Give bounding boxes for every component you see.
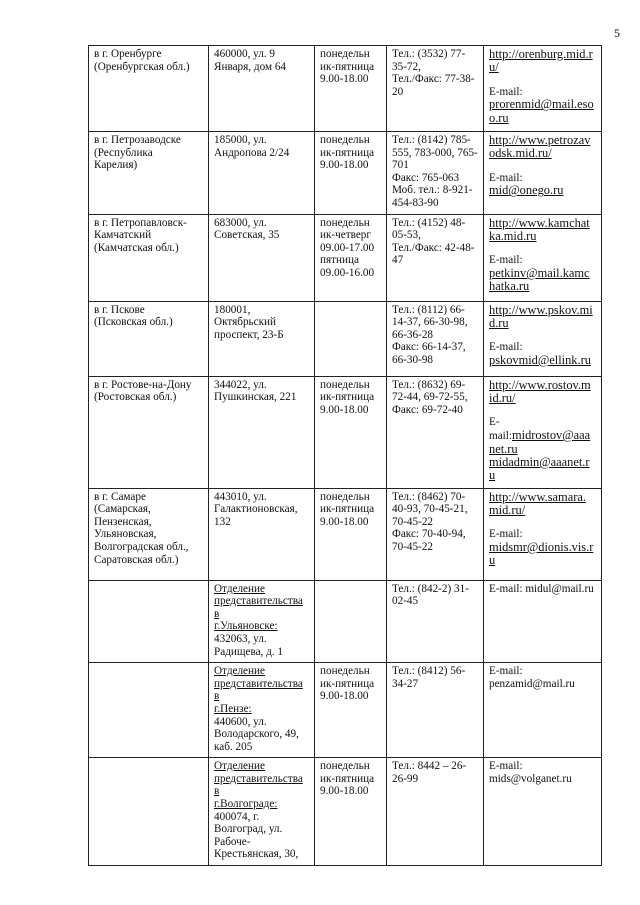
table-row bbox=[89, 301, 602, 376]
city-line: в г. Самаре bbox=[94, 490, 146, 503]
hours-cell bbox=[315, 580, 387, 663]
address-cell bbox=[209, 46, 315, 132]
address-cell bbox=[209, 132, 315, 215]
hours-cell bbox=[315, 488, 387, 580]
city-line: Волгоградская обл., bbox=[94, 540, 189, 553]
email-label: E-mail: bbox=[489, 171, 523, 184]
website-link[interactable]: ka.mid.ru bbox=[489, 228, 537, 243]
email-text: penzamid@mail.ru bbox=[489, 677, 575, 690]
city-line: (Самарская, bbox=[94, 503, 151, 516]
website-link[interactable]: http://www.samara. bbox=[489, 489, 586, 504]
phone-line: 70-45-22 bbox=[392, 515, 434, 528]
email-link[interactable]: hatka.ru bbox=[489, 279, 530, 294]
branch-title-line: представительства в bbox=[214, 677, 303, 703]
contacts-cell bbox=[484, 301, 602, 376]
address-line: Января, дом 64 bbox=[214, 60, 287, 73]
hours-line: ик-пятница bbox=[320, 677, 375, 690]
address-line: Володарского, 49, bbox=[214, 728, 299, 741]
city-line: Камчатский bbox=[94, 229, 152, 242]
address-line: каб. 205 bbox=[214, 740, 253, 753]
address-line: 400074, г. bbox=[214, 810, 260, 823]
spacer bbox=[489, 243, 597, 254]
branch-title-line: Отделение bbox=[214, 582, 265, 595]
address-line: 344022, ул. bbox=[214, 378, 267, 391]
address-line: Волгоград, ул. bbox=[214, 823, 283, 836]
city-line: в г. Петропавловск- bbox=[94, 216, 187, 229]
hours-line: ик-пятница bbox=[320, 146, 375, 159]
offices-table bbox=[88, 45, 602, 866]
email-label: E-mail: bbox=[489, 528, 523, 541]
hours-line: пятница bbox=[320, 254, 359, 267]
city-line: (Оренбургская обл.) bbox=[94, 60, 190, 73]
hours-line: ик-пятница bbox=[320, 391, 375, 404]
address-line: Рабоче- bbox=[214, 835, 251, 848]
table-row bbox=[89, 758, 602, 866]
website-link[interactable]: mid.ru/ bbox=[489, 502, 526, 517]
city-line: в г. Петрозаводске bbox=[94, 134, 181, 146]
contacts-cell bbox=[484, 46, 602, 132]
email-link[interactable]: midsmr@dionis.vis.r bbox=[489, 539, 594, 554]
hours-line: понедельн bbox=[320, 216, 370, 229]
phones-cell bbox=[387, 488, 484, 580]
email-text: E-mail: midul@mail.ru bbox=[489, 582, 594, 595]
email-link[interactable]: net.ru bbox=[489, 441, 518, 456]
hours-line: понедельн bbox=[320, 490, 370, 503]
phone-line: 66-36-28 bbox=[392, 328, 434, 341]
website-link[interactable]: http://www.petrozav bbox=[489, 133, 591, 147]
phone-line: Тел.: (842-2) 31- bbox=[392, 582, 469, 595]
city-line: (Республика bbox=[94, 146, 153, 159]
phone-line: Тел./Факс: 42-48- bbox=[392, 241, 475, 254]
phones-cell bbox=[387, 663, 484, 758]
phone-line: 66-30-98 bbox=[392, 353, 434, 366]
city-line: в г. Ростове-на-Дону bbox=[94, 378, 192, 391]
city-cell bbox=[89, 214, 209, 301]
spacer bbox=[489, 75, 597, 86]
branch-title-line: Отделение bbox=[214, 760, 265, 773]
address-line: Октябрьский bbox=[214, 316, 277, 329]
city-line: (Камчатская обл.) bbox=[94, 241, 179, 254]
phone-line: Моб. тел.: 8-921- bbox=[392, 184, 473, 197]
website-link[interactable]: odsk.mid.ru/ bbox=[489, 146, 552, 161]
phone-line: 701 bbox=[392, 159, 409, 172]
address-line: 440600, ул. bbox=[214, 715, 267, 728]
phone-line: 35-72, bbox=[392, 60, 421, 73]
hours-line: понедельн bbox=[320, 665, 370, 678]
email-link[interactable]: midrostov@aaa bbox=[512, 427, 591, 442]
email-text: E-mail: bbox=[489, 760, 523, 773]
phone-line: Тел.: (8142) 785- bbox=[392, 134, 471, 146]
city-cell bbox=[89, 301, 209, 376]
city-cell bbox=[89, 376, 209, 488]
address-line: 443010, ул. bbox=[214, 490, 267, 503]
address-line: Пушкинская, 221 bbox=[214, 391, 297, 404]
city-line: (Псковская обл.) bbox=[94, 316, 173, 329]
phone-line: Тел.: (8412) 56- bbox=[392, 665, 466, 678]
city-line: Карелия) bbox=[94, 159, 138, 172]
website-link[interactable]: http://www.rostov.m bbox=[489, 377, 591, 392]
email-label: E-mail: bbox=[489, 254, 523, 267]
phone-line: Тел.: (8112) 66- bbox=[392, 303, 465, 316]
hours-line: 9.00-18.00 bbox=[320, 785, 369, 798]
address-line: 180001, bbox=[214, 303, 251, 316]
address-cell bbox=[209, 376, 315, 488]
phones-cell bbox=[387, 580, 484, 663]
email-label: E-mail: bbox=[489, 341, 523, 354]
contacts-cell bbox=[484, 376, 602, 488]
table-row bbox=[89, 132, 602, 215]
phone-line: Тел./Факс: 77-38- bbox=[392, 73, 475, 86]
hours-cell bbox=[315, 132, 387, 215]
city-cell bbox=[89, 580, 209, 663]
branch-title-line: г.Ульяновске: bbox=[214, 620, 278, 633]
phone-line: Тел.: (8632) 69- bbox=[392, 378, 466, 391]
email-link[interactable]: o.ru bbox=[489, 110, 509, 125]
phone-line: 70-45-22 bbox=[392, 540, 434, 553]
hours-line: ик-пятница bbox=[320, 503, 375, 516]
hours-line: 9.00-18.00 bbox=[320, 159, 369, 172]
hours-line: 09.00-16.00 bbox=[320, 266, 375, 279]
phone-line: Факс: 66-14-37, bbox=[392, 341, 466, 354]
phone-line: 34-27 bbox=[392, 677, 419, 690]
table-row bbox=[89, 214, 602, 301]
contacts-cell bbox=[484, 214, 602, 301]
address-line: 460000, ул. 9 bbox=[214, 48, 276, 60]
website-link[interactable]: id.ru/ bbox=[489, 390, 516, 405]
address-cell bbox=[209, 758, 315, 866]
phone-line: Факс: 70-40-94, bbox=[392, 528, 466, 541]
address-line: 432063, ул. bbox=[214, 632, 267, 645]
branch-title-line: представительства в bbox=[214, 595, 303, 620]
hours-line: понедельн bbox=[320, 760, 370, 773]
branch-title-line: представительства в bbox=[214, 772, 303, 798]
address-line: Радищева, д. 1 bbox=[214, 645, 284, 658]
phone-line: 555, 783-000, 765- bbox=[392, 146, 478, 159]
hours-line: ик-пятница bbox=[320, 60, 375, 73]
address-cell bbox=[209, 488, 315, 580]
phones-cell bbox=[387, 376, 484, 488]
email-line bbox=[489, 429, 597, 443]
phone-line: Тел.: (3532) 77- bbox=[392, 48, 466, 60]
website-link[interactable]: http://orenburg.mid.r bbox=[489, 47, 593, 61]
city-line: (Ростовская обл.) bbox=[94, 391, 177, 404]
hours-line: понедельн bbox=[320, 134, 370, 146]
email-link[interactable]: pskovmid@ellink.ru bbox=[489, 352, 591, 367]
branch-title-line: г.Пензе: bbox=[214, 702, 252, 715]
address-line: Андропова 2/24 bbox=[214, 146, 290, 159]
city-line: в г. Оренбурге bbox=[94, 48, 162, 60]
table-row bbox=[89, 580, 602, 663]
offices-table-body bbox=[89, 46, 602, 866]
phones-cell bbox=[387, 46, 484, 132]
email-link[interactable]: prorenmid@mail.eso bbox=[489, 97, 594, 112]
phone-line: 47 bbox=[392, 254, 404, 267]
website-link[interactable]: u/ bbox=[489, 60, 499, 75]
email-prefix: mail: bbox=[489, 429, 512, 442]
email-text: mids@volganet.ru bbox=[489, 772, 572, 785]
phone-line: Факс: 765-063 bbox=[392, 171, 460, 184]
branch-title-line: Отделение bbox=[214, 665, 265, 678]
phone-line: Тел.: 8442 – 26- bbox=[392, 760, 467, 773]
email-text: E-mail: bbox=[489, 665, 523, 678]
hours-cell bbox=[315, 46, 387, 132]
contacts-cell bbox=[484, 758, 602, 866]
website-link[interactable]: http://www.kamchat bbox=[489, 215, 590, 230]
hours-cell bbox=[315, 663, 387, 758]
email-label: E- bbox=[489, 416, 500, 429]
city-cell bbox=[89, 663, 209, 758]
phone-line: 40-93, 70-45-21, bbox=[392, 503, 468, 516]
hours-cell bbox=[315, 301, 387, 376]
address-line: Советская, 35 bbox=[214, 229, 280, 242]
phones-cell bbox=[387, 758, 484, 866]
email-link[interactable]: u bbox=[489, 553, 496, 568]
phone-line: Факс: 69-72-40 bbox=[392, 403, 463, 416]
hours-line: 9.00-18.00 bbox=[320, 690, 369, 703]
spacer bbox=[489, 330, 597, 341]
address-line: Галактионовская, bbox=[214, 503, 298, 516]
city-cell bbox=[89, 132, 209, 215]
address-line: проспект, 23-Б bbox=[214, 328, 284, 341]
hours-cell bbox=[315, 214, 387, 301]
city-line: Пензенская, bbox=[94, 515, 152, 528]
city-cell bbox=[89, 488, 209, 580]
contacts-cell bbox=[484, 488, 602, 580]
phones-cell bbox=[387, 214, 484, 301]
email-link[interactable]: u bbox=[489, 468, 496, 483]
email-link[interactable]: midadmin@aaanet.r bbox=[489, 454, 590, 469]
website-link[interactable]: d.ru bbox=[489, 315, 509, 330]
phone-line: 02-45 bbox=[392, 595, 419, 608]
hours-line: понедельн bbox=[320, 48, 370, 60]
email-label: E-mail: bbox=[489, 85, 523, 98]
phone-line: 72-44, 69-72-55, bbox=[392, 391, 468, 404]
table-row bbox=[89, 663, 602, 758]
phone-line: Тел.: (8462) 70- bbox=[392, 490, 466, 503]
website-link[interactable]: http://www.pskov.mi bbox=[489, 302, 593, 317]
hours-line: ик-пятница bbox=[320, 772, 375, 785]
city-line: Саратовская обл.) bbox=[94, 553, 179, 566]
branch-title-line: г.Волгограде: bbox=[214, 798, 278, 811]
contacts-cell bbox=[484, 580, 602, 663]
address-cell bbox=[209, 663, 315, 758]
city-line: Ульяновская, bbox=[94, 528, 157, 541]
address-line: 132 bbox=[214, 515, 231, 528]
table-row bbox=[89, 376, 602, 488]
address-line: 683000, ул. bbox=[214, 216, 267, 229]
phone-line: 14-37, 66-30-98, bbox=[392, 316, 468, 329]
phone-line: Тел.: (4152) 48- bbox=[392, 216, 466, 229]
phones-cell bbox=[387, 132, 484, 215]
hours-line: 9.00-18.00 bbox=[320, 403, 369, 416]
phone-line: 05-53, bbox=[392, 229, 421, 242]
phone-line: 20 bbox=[392, 85, 404, 98]
contacts-cell bbox=[484, 663, 602, 758]
table-row bbox=[89, 488, 602, 580]
address-cell bbox=[209, 214, 315, 301]
spacer bbox=[489, 405, 597, 416]
email-link[interactable]: mid@onego.ru bbox=[489, 183, 564, 198]
hours-line: 9.00-18.00 bbox=[320, 73, 369, 86]
city-cell bbox=[89, 758, 209, 866]
hours-cell bbox=[315, 376, 387, 488]
phone-line: 26-99 bbox=[392, 772, 419, 785]
spacer bbox=[489, 517, 597, 528]
hours-cell bbox=[315, 758, 387, 866]
city-line: в г. Пскове bbox=[94, 303, 145, 316]
address-cell bbox=[209, 301, 315, 376]
hours-line: 09.00-17.00 bbox=[320, 241, 375, 254]
hours-line: понедельн bbox=[320, 378, 370, 391]
page-number: 5 bbox=[614, 26, 620, 40]
address-line: 185000, ул. bbox=[214, 134, 267, 146]
contacts-cell bbox=[484, 132, 602, 215]
hours-line: 9.00-18.00 bbox=[320, 515, 369, 528]
email-link[interactable]: petkinv@mail.kamc bbox=[489, 265, 590, 280]
address-line: Крестьянская, 30, bbox=[214, 848, 299, 861]
table-row bbox=[89, 46, 602, 132]
phones-cell bbox=[387, 301, 484, 376]
address-cell bbox=[209, 580, 315, 663]
city-cell bbox=[89, 46, 209, 132]
hours-line: ик-четверг bbox=[320, 229, 371, 242]
spacer bbox=[489, 161, 597, 172]
phone-line: 454-83-90 bbox=[392, 196, 439, 209]
